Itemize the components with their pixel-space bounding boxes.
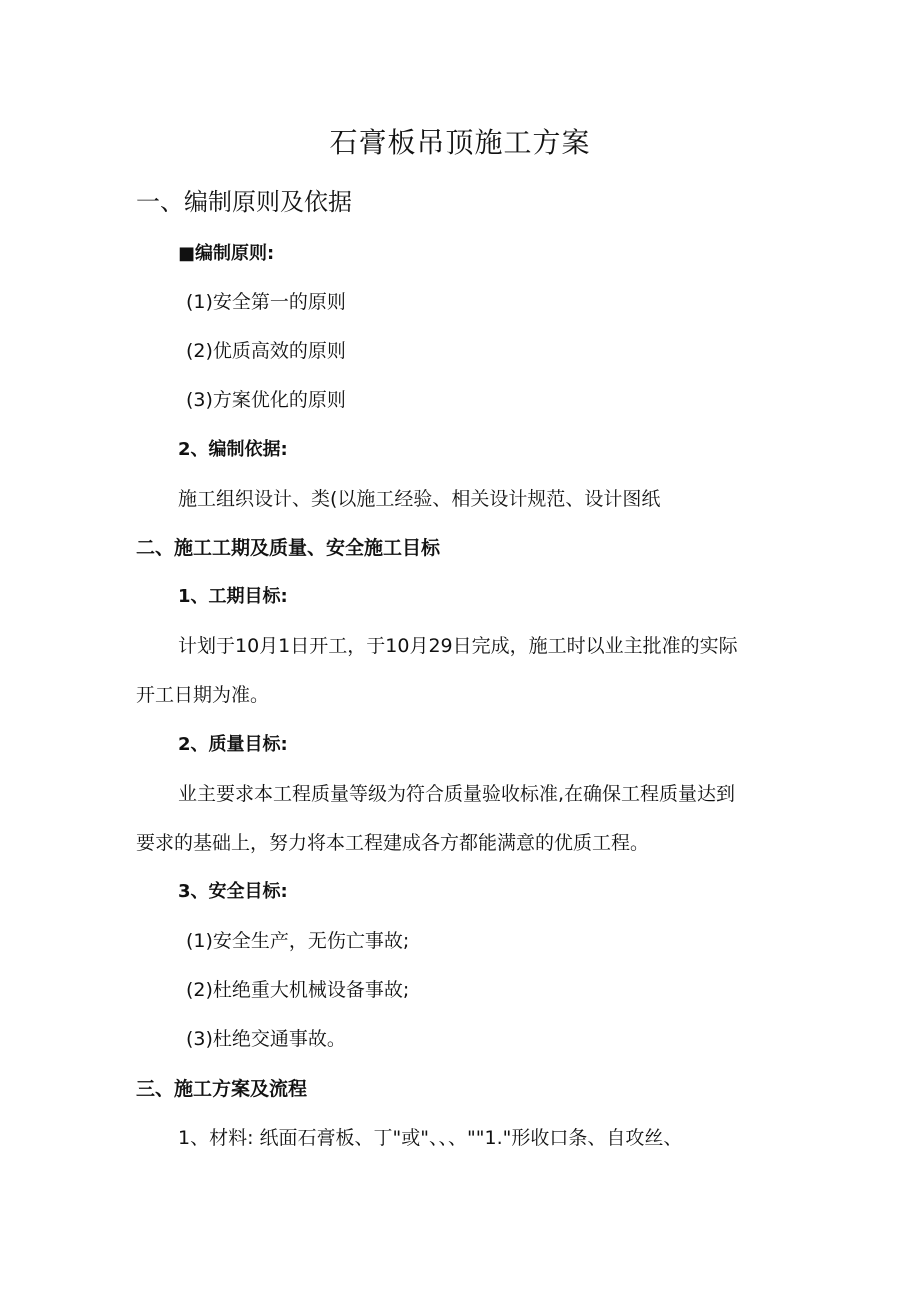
section-1-heading: 一、编制原则及依据 [136,188,352,216]
safety-item: (3)杜绝交通事故。 [186,1028,346,1050]
quality-target-text-line: 业主要求本工程质量等级为符合质量验收标准,在确保工程质量达到 [178,783,736,805]
document-title: 石膏板吊顶施工方案 [329,126,591,159]
schedule-target-heading: 1、工期目标: [178,586,288,607]
compilation-principles-heading: ■编制原则: [178,243,275,264]
compilation-basis-heading: 2、编制依据: [178,439,288,460]
principle-item: (3)方案优化的原则 [186,389,346,411]
principle-item: (1)安全第一的原则 [186,291,346,313]
safety-target-heading: 3、安全目标: [178,881,288,902]
principle-item: (2)优质高效的原则 [186,340,346,362]
compilation-basis-text: 施工组织设计、类(以施工经验、相关设计规范、设计图纸 [178,488,661,510]
safety-item: (1)安全生产，无伤亡事故; [186,930,410,952]
section-2-heading: 二、施工工期及质量、安全施工目标 [136,537,441,559]
safety-item: (2)杜绝重大机械设备事故; [186,979,410,1001]
section-3-heading: 三、施工方案及流程 [136,1078,308,1100]
schedule-target-text-line: 开工日期为准。 [136,684,270,706]
schedule-target-text-line: 计划于10月1日开工，于10月29日完成，施工时以业主批准的实际 [178,635,738,657]
quality-target-heading: 2、质量目标: [178,734,288,755]
quality-target-text-line: 要求的基础上，努力将本工程建成各方都能满意的优质工程。 [136,832,650,854]
materials-text: 1、材料: 纸面石膏板、丁"或"、、、""1."形收口条、自攻丝、 [178,1127,683,1149]
